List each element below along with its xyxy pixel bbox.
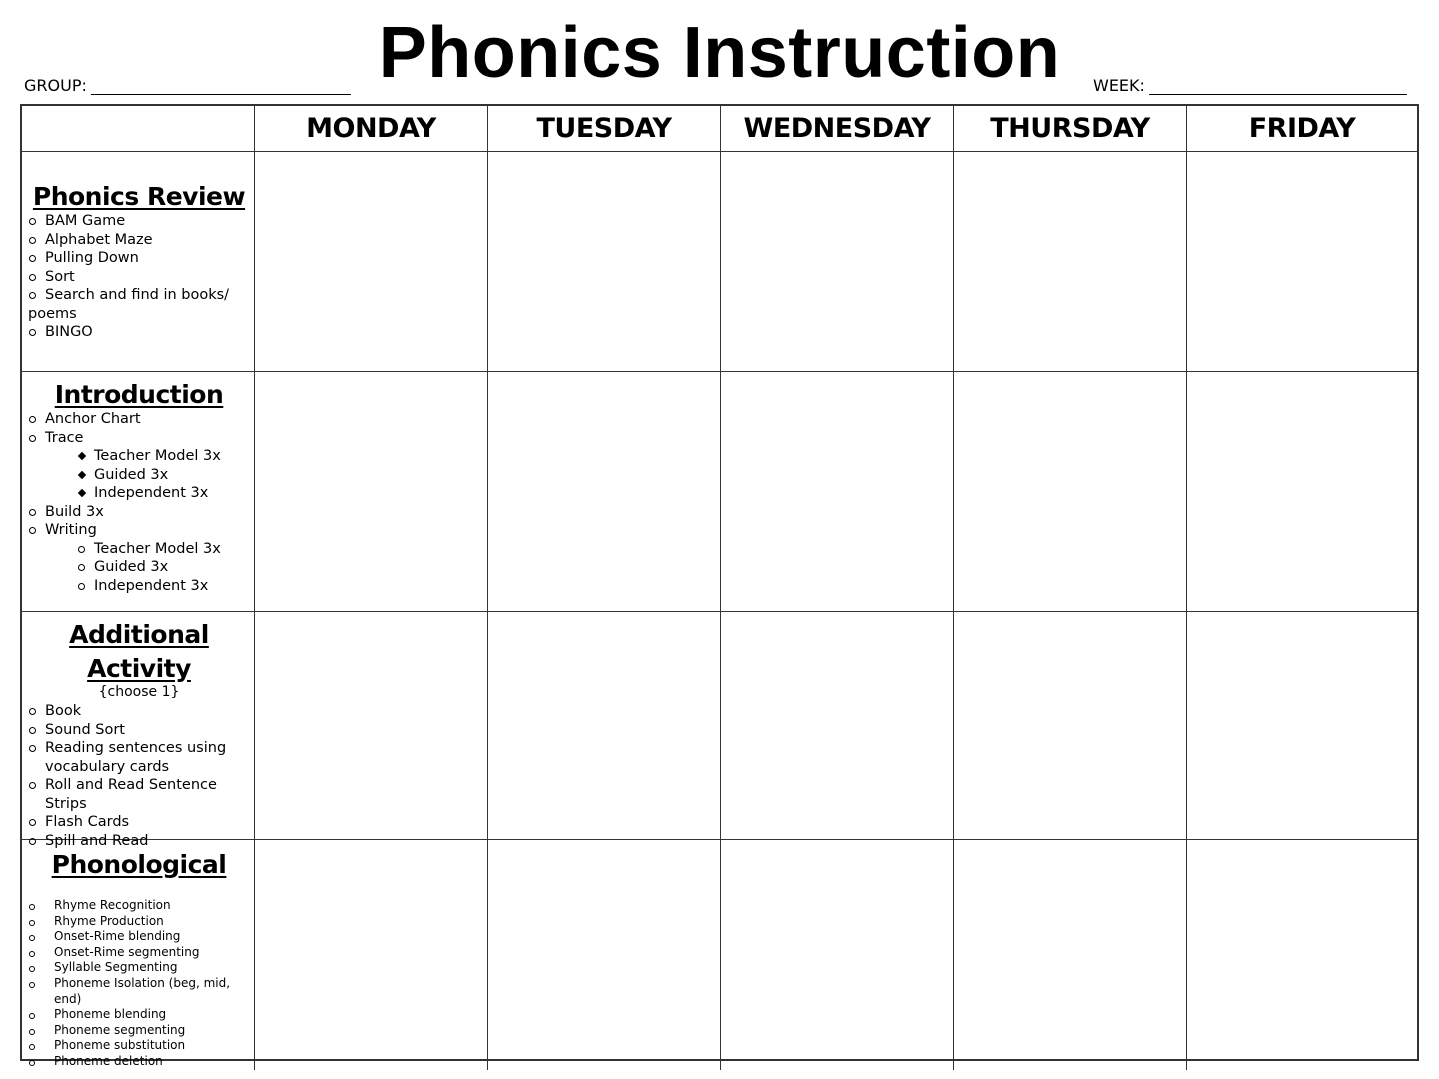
thursday-introduction-cell[interactable] xyxy=(954,372,1187,612)
list-item: Writing xyxy=(28,521,250,540)
phonics-review-label-cell xyxy=(22,152,255,372)
week-blank-line[interactable] xyxy=(1149,78,1407,95)
list-item: Sound Sort xyxy=(28,721,250,740)
day-header-thursday: THURSDAY xyxy=(954,106,1187,152)
activity-list xyxy=(28,702,250,850)
group-field xyxy=(24,76,351,95)
list-item: Spill and Read xyxy=(28,832,250,851)
wednesday-additional-activity-cell[interactable] xyxy=(721,612,954,840)
section-title-line2: Activity xyxy=(87,654,191,683)
wednesday-phonological-cell[interactable] xyxy=(721,840,954,1070)
list-item: Rhyme Production xyxy=(28,914,250,930)
list-item: Flash Cards xyxy=(28,813,250,832)
group-blank-line[interactable] xyxy=(91,78,351,95)
list-item: Search and find in books/ poems xyxy=(28,286,250,323)
section-title: Phonological xyxy=(51,850,227,879)
day-header-monday: MONDAY xyxy=(255,106,488,152)
activity-list xyxy=(28,898,250,1070)
list-item: Sort xyxy=(28,268,250,287)
list-item: Phoneme segmenting xyxy=(28,1023,250,1039)
list-item: Alphabet Maze xyxy=(28,231,250,250)
list-item: Guided 3x xyxy=(28,558,250,577)
section-title: Introduction xyxy=(54,380,224,409)
section-title: Phonics Review xyxy=(32,182,246,211)
list-item: Pulling Down xyxy=(28,249,250,268)
tuesday-phonological-cell[interactable] xyxy=(488,840,721,1070)
list-item: Teacher Model 3x xyxy=(28,447,250,466)
thursday-phonics-review-cell[interactable] xyxy=(954,152,1187,372)
group-label: GROUP: xyxy=(24,76,87,95)
list-item: Guided 3x xyxy=(28,466,250,485)
section-title-line1: Additional xyxy=(69,620,209,649)
list-item: Phoneme substitution xyxy=(28,1038,250,1054)
day-header-tuesday: TUESDAY xyxy=(488,106,721,152)
corner-cell xyxy=(22,106,255,152)
monday-introduction-cell[interactable] xyxy=(255,372,488,612)
phonological-label-cell xyxy=(22,840,255,1070)
list-item: Phoneme Isolation (beg, mid, end) xyxy=(28,976,250,1007)
week-field xyxy=(1093,76,1407,95)
list-item: BINGO xyxy=(28,323,250,342)
list-item: Build 3x xyxy=(28,503,250,522)
monday-phonics-review-cell[interactable] xyxy=(255,152,488,372)
list-item: Phoneme blending xyxy=(28,1007,250,1023)
thursday-phonological-cell[interactable] xyxy=(954,840,1187,1070)
thursday-additional-activity-cell[interactable] xyxy=(954,612,1187,840)
list-item: Roll and Read Sentence Strips xyxy=(28,776,250,813)
list-item: Independent 3x xyxy=(28,484,250,503)
tuesday-phonics-review-cell[interactable] xyxy=(488,152,721,372)
list-item: Teacher Model 3x xyxy=(28,540,250,559)
introduction-label-cell xyxy=(22,372,255,612)
list-item: Onset-Rime segmenting xyxy=(28,945,250,961)
day-header-wednesday: WEDNESDAY xyxy=(721,106,954,152)
list-item: Anchor Chart xyxy=(28,410,250,429)
list-item: Rhyme Recognition xyxy=(28,898,250,914)
tuesday-introduction-cell[interactable] xyxy=(488,372,721,612)
list-item: BAM Game xyxy=(28,212,250,231)
friday-phonological-cell[interactable] xyxy=(1187,840,1417,1070)
activity-list xyxy=(28,212,250,342)
tuesday-additional-activity-cell[interactable] xyxy=(488,612,721,840)
day-header-friday: FRIDAY xyxy=(1187,106,1417,152)
wednesday-introduction-cell[interactable] xyxy=(721,372,954,612)
section-note: {choose 1} xyxy=(98,684,180,700)
monday-phonological-cell[interactable] xyxy=(255,840,488,1070)
list-item: Book xyxy=(28,702,250,721)
list-item: Phoneme deletion xyxy=(28,1054,250,1070)
page-title: Phonics Instruction xyxy=(378,13,1061,93)
wednesday-phonics-review-cell[interactable] xyxy=(721,152,954,372)
monday-additional-activity-cell[interactable] xyxy=(255,612,488,840)
friday-additional-activity-cell[interactable] xyxy=(1187,612,1417,840)
list-item: Onset-Rime blending xyxy=(28,929,250,945)
list-item: Trace xyxy=(28,429,250,448)
list-item: Reading sentences using vocabulary cards xyxy=(28,739,250,776)
planner-grid xyxy=(20,104,1419,1068)
week-label: WEEK: xyxy=(1093,76,1145,95)
additional-activity-label-cell xyxy=(22,612,255,849)
activity-list xyxy=(28,410,250,595)
friday-introduction-cell[interactable] xyxy=(1187,372,1417,612)
list-item: Syllable Segmenting xyxy=(28,960,250,976)
friday-phonics-review-cell[interactable] xyxy=(1187,152,1417,372)
list-item: Independent 3x xyxy=(28,577,250,596)
